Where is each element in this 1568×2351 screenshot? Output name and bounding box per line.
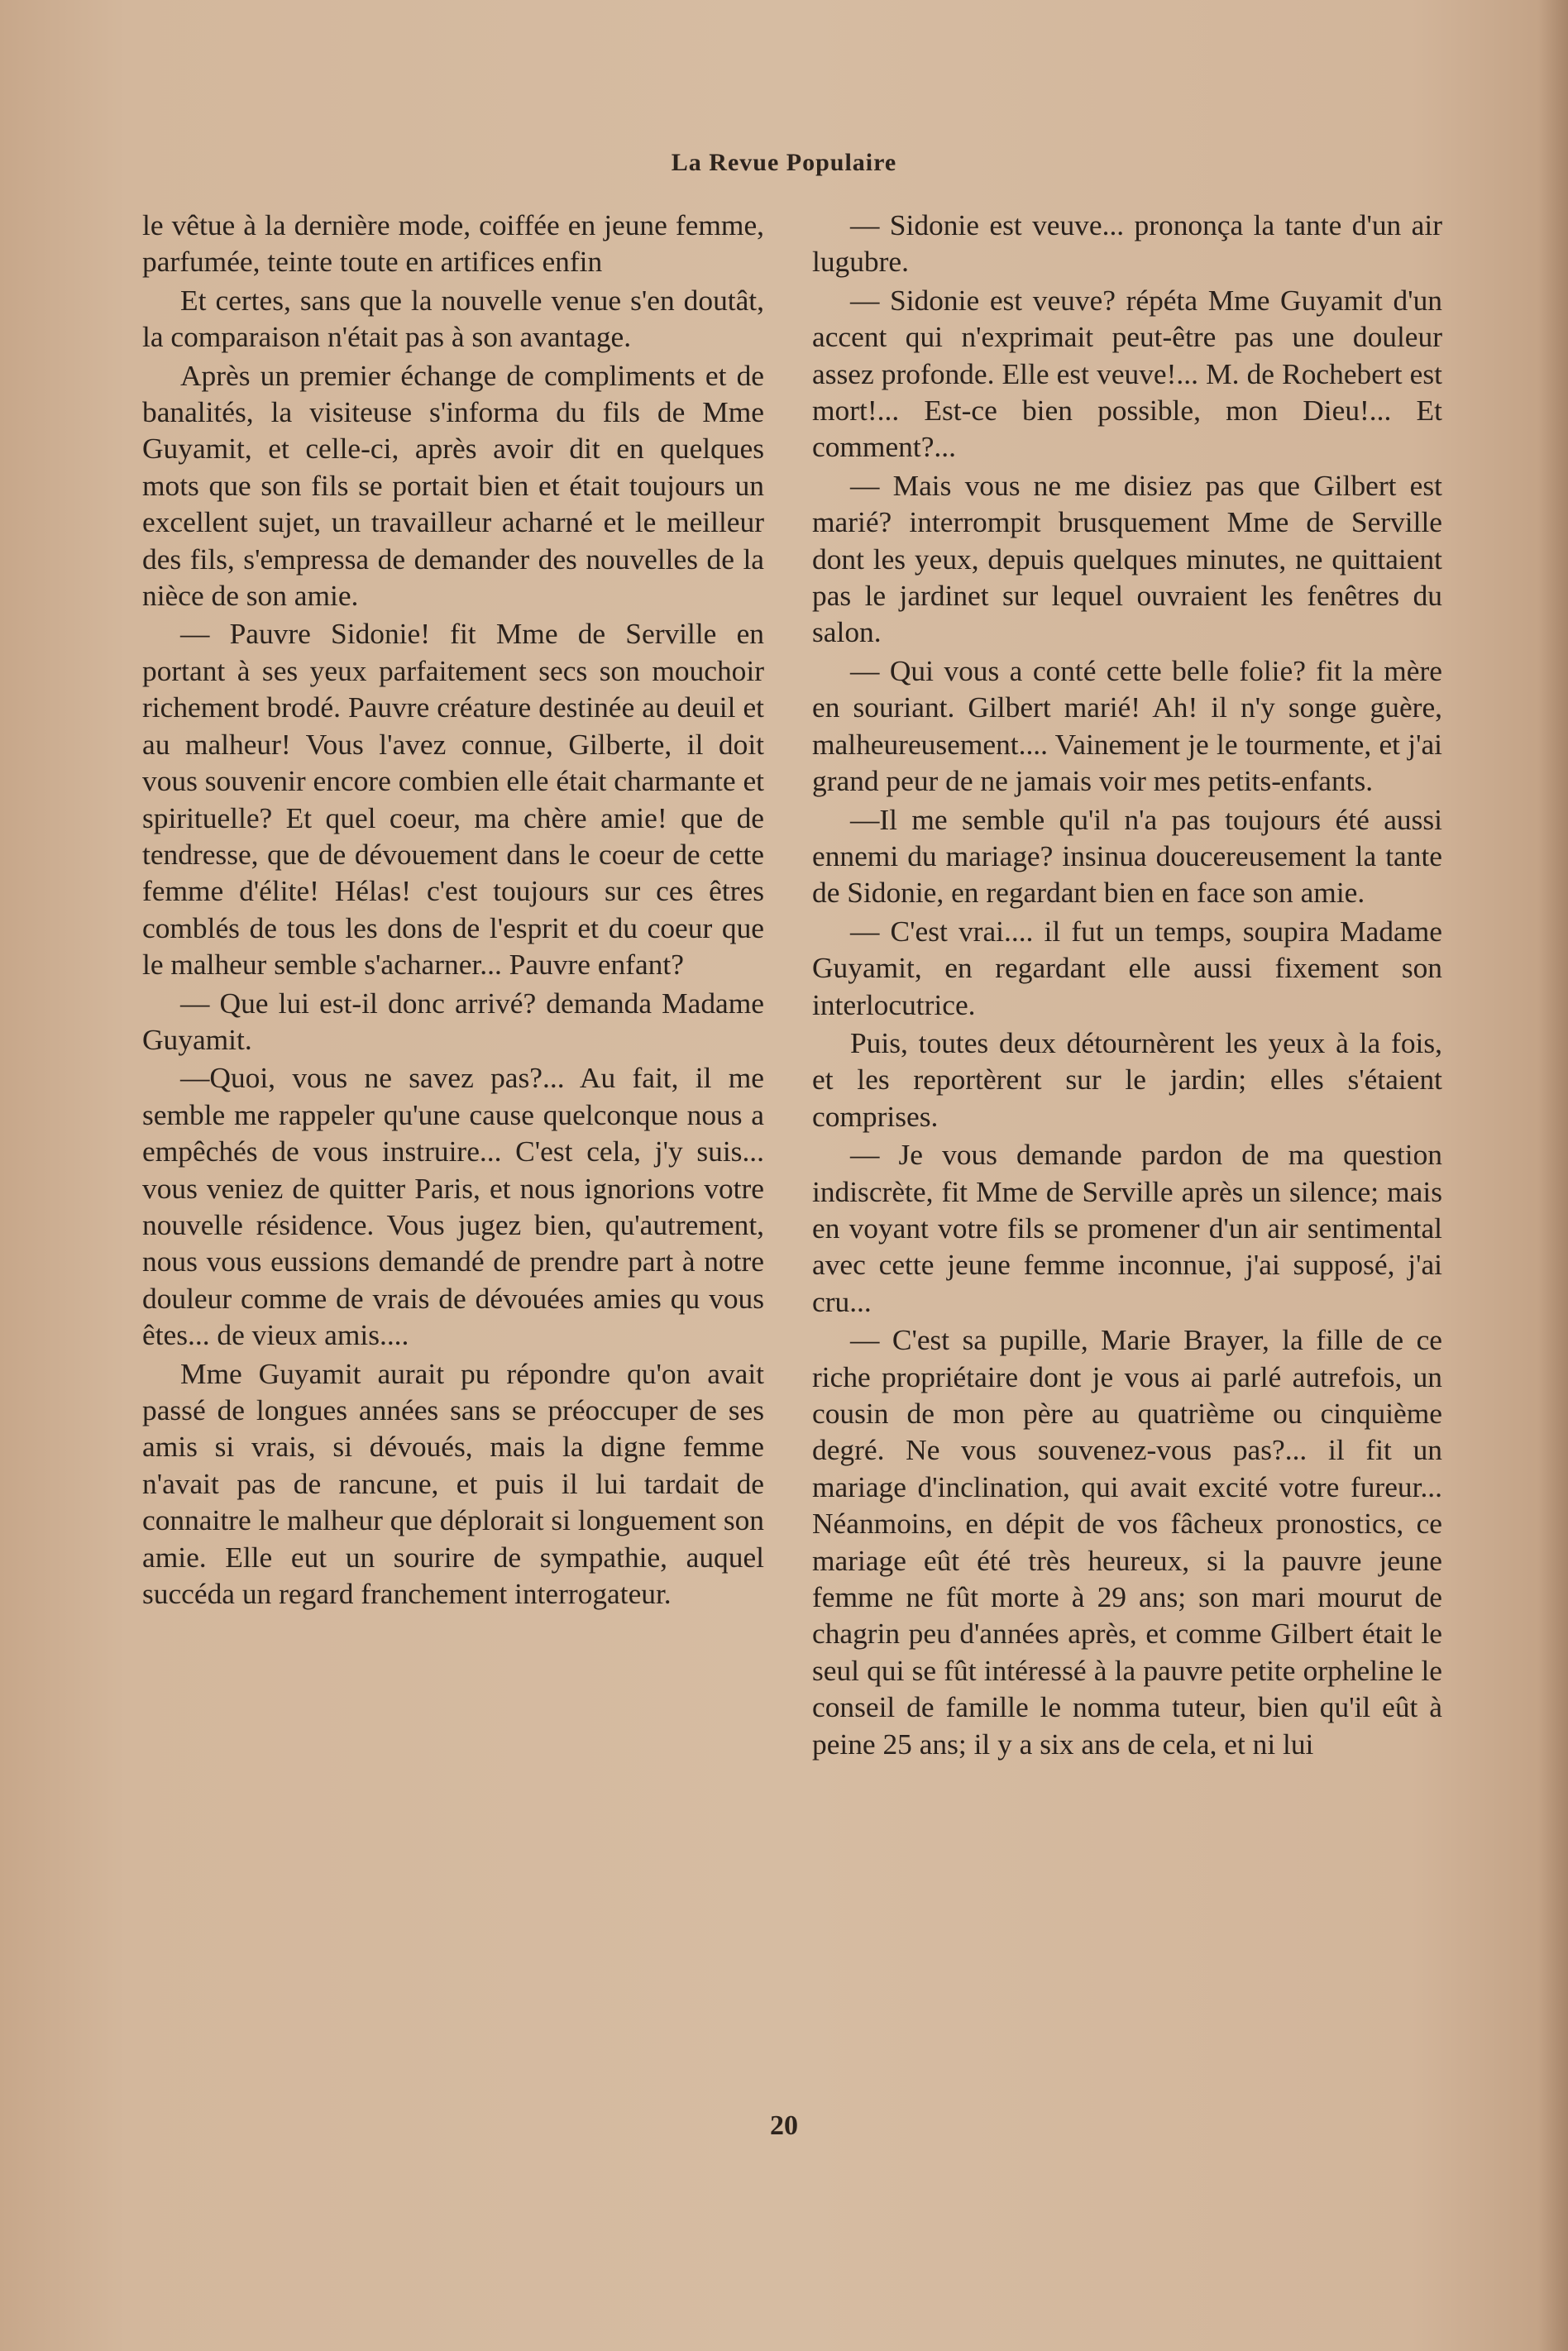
paragraph: — Sidonie est veuve? répéta Mme Guyamit d'un accent qui n'exprimait peut-être pas une douleur assez profonde. Elle est veuve!... M. de Rochebert est mort!... Est-ce bien possible, mon Dieu!... Et comment?...: [812, 283, 1442, 464]
page-number: 20: [770, 2110, 798, 2141]
paragraph: — Sidonie est veuve... prononça la tante d'un air lugubre.: [812, 208, 1442, 279]
right-column: [812, 207, 1442, 1764]
paragraph: Et certes, sans que la nouvelle venue s'en doutât, la comparaison n'était pas à son avantage.: [142, 283, 764, 354]
paragraph: — Que lui est-il donc arrivé? demanda Madame Guyamit.: [142, 986, 764, 1056]
running-header: La Revue Populaire: [671, 149, 897, 176]
paragraph: — Pauvre Sidonie! fit Mme de Serville en portant à ses yeux parfaitement secs son mouchoir richement brodé. Pauvre créature destinée au deuil et au malheur! Vous l'avez connue, Gilberte, il doit vous souvenir encore combien elle était charmante et spirituelle? Et quel coeur, ma chère amie! que de tendresse, que de dévouement dans le coeur de cette femme d'élite! Hélas! c'est toujours sur ces êtres comblés de tous les dons de l'esprit et du coeur que le malheur semble s'acharner... Pauvre enfant?: [142, 617, 764, 982]
paragraph: le vêtue à la dernière mode, coiffée en jeune femme, parfumée, teinte toute en artifices enfin: [142, 208, 764, 279]
page-edge-shadow: [1538, 0, 1568, 2351]
paragraph: —Il me semble qu'il n'a pas toujours été aussi ennemi du mariage? insinua doucereusement la tante de Sidonie, en regardant bien en face son amie.: [812, 802, 1442, 910]
left-column: [142, 207, 764, 1613]
paragraph: Après un premier échange de compliments et de banalités, la visiteuse s'informa du fils de Mme Guyamit, et celle-ci, après avoir dit en quelques mots que son fils se portait bien et était toujours un excellent sujet, un travailleur acharné et le meilleur des fils, s'empressa de demander des nouvelles de la nièce de son amie.: [142, 358, 764, 613]
paragraph: Puis, toutes deux détournèrent les yeux à la fois, et les reportèrent sur le jardin; elles s'étaient comprises.: [812, 1025, 1442, 1133]
paragraph: — Qui vous a conté cette belle folie? fit la mère en souriant. Gilbert marié! Ah! il n'y songe guère, malheureusement.... Vainement je le tourmente, et j'ai grand peur de ne jamais voir mes petits-enfants.: [812, 653, 1442, 798]
paragraph: — C'est vrai.... il fut un temps, soupira Madame Guyamit, en regardant elle aussi fixement son interlocutrice.: [812, 914, 1442, 1021]
paragraph: — Je vous demande pardon de ma question indiscrète, fit Mme de Serville après un silence; mais en voyant votre fils se promener d'un air sentimental avec cette jeune femme inconnue, j'ai supposé, j'ai cru...: [812, 1138, 1442, 1318]
paragraph: —Quoi, vous ne savez pas?... Au fait, il me semble me rappeler qu'une cause quelconque nous a empêchés de vous instruire... C'est cela, j'y suis... vous veniez de quitter Paris, et nous ignorions votre nouvelle résidence. Vous jugez bien, qu'autrement, nous vous eussions demandé de prendre part à notre douleur comme de vrais de dévouées amies qu vous êtes... de vieux amis....: [142, 1061, 764, 1352]
paragraph: — C'est sa pupille, Marie Brayer, la fille de ce riche propriétaire dont je vous ai parlé autrefois, un cousin de mon père au quatrième ou cinquième degré. Ne vous souvenez-vous pas?... il fit un mariage d'inclination, qui avait excité votre fureur... Néanmoins, en dépit de vos fâcheux pronostics, ce mariage eût été très heureux, si la pauvre jeune femme ne fût morte à 29 ans; son mari mourut de chagrin peu d'années après, et comme Gilbert était le seul qui se fût intéressé à la pauvre petite orpheline le conseil de famille le nomma tuteur, bien qu'il eût à peine 25 ans; il y a six ans de cela, et ni lui: [812, 1323, 1442, 1761]
paragraph: — Mais vous ne me disiez pas que Gilbert est marié? interrompit brusquement Mme de Serville dont les yeux, depuis quelques minutes, ne quittaient pas le jardinet sur lequel ouvraient les fenêtres du salon.: [812, 468, 1442, 649]
paragraph: Mme Guyamit aurait pu répondre qu'on avait passé de longues années sans se préoccuper de ses amis si vrais, si dévoués, mais la digne femme n'avait pas de rancune, et puis il lui tardait de connaitre le malheur que déplorait si longuement son amie. Elle eut un sourire de sympathie, auquel succéda un regard franchement interrogateur.: [142, 1356, 764, 1611]
